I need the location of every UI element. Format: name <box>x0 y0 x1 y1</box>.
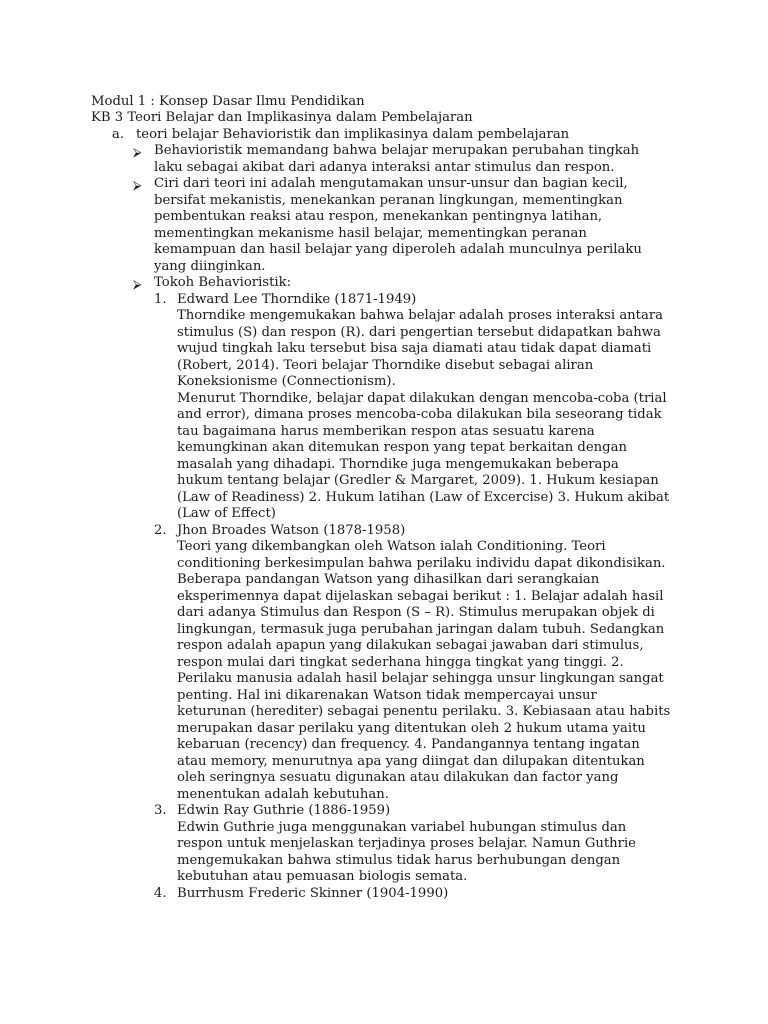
tokoh-line: hukum tentang belajar (Gredler & Margaret, 2009). 1. Hukum kesiapan <box>177 473 659 488</box>
bullet-line: laku sebagai akibat dari adanya interaksi antar stimulus dan respon. <box>154 160 615 175</box>
tokoh-line: stimulus (S) dan respon (R). dari pengertian tersebut didapatkan bahwa <box>177 325 661 340</box>
tokoh-line: keturunan (herediter) sebagai penentu perilaku. 3. Kebiasaan atau habits <box>177 704 671 719</box>
list-number: 2. <box>154 523 167 538</box>
tokoh-line: respon untuk menjelaskan terjadinya proses belajar. Namun Guthrie <box>177 836 636 851</box>
tokoh-name: Burrhusm Frederic Skinner (1904-1990) <box>177 886 449 901</box>
tokoh-line: dari adanya Stimulus dan Respon (S – R). Stimulus merupakan objek di <box>177 605 655 620</box>
tokoh-line: Teori yang dikembangkan oleh Watson ialah Conditioning. Teori <box>177 539 606 554</box>
tokoh-line: Beberapa pandangan Watson yang dihasilkan dari serangkaian <box>177 572 600 587</box>
tokoh-line: menentukan adalah kebutuhan. <box>177 787 389 802</box>
bullet-line: Ciri dari teori ini adalah mengutamakan unsur-unsur dan bagian kecil, <box>154 176 628 191</box>
list-number: 4. <box>154 886 167 901</box>
tokoh-line: Koneksionisme (Connectionism). <box>177 374 396 389</box>
bullet-line: mementingkan mekanisme hasil belajar, mementingkan peranan <box>154 226 587 241</box>
module-title: Modul 1 : Konsep Dasar Ilmu Pendidikan <box>91 94 365 109</box>
section-a-title: teori belajar Behavioristik dan implikasinya dalam pembelajaran <box>136 127 570 142</box>
tokoh-line: Edwin Guthrie juga menggunakan variabel hubungan stimulus dan <box>177 820 627 835</box>
tokoh-name: Edward Lee Thorndike (1871-1949) <box>177 292 417 307</box>
kb-title: KB 3 Teori Belajar dan Implikasinya dalam Pembelajaran <box>91 110 473 125</box>
tokoh-line: conditioning berkesimpulan bahwa perilaku individu dapat dikondisikan. <box>177 556 666 571</box>
bullet-line: pembentukan reaksi atau respon, menekankan pentingnya latihan, <box>154 209 603 224</box>
arrow-bullet-icon: ⮚ <box>133 178 142 192</box>
tokoh-line: lingkungan, termasuk juga perubahan jaringan dalam tubuh. Sedangkan <box>177 622 665 637</box>
tokoh-name: Edwin Ray Guthrie (1886-1959) <box>177 803 391 818</box>
section-a-marker: a. <box>112 127 125 142</box>
bullet-line: yang diinginkan. <box>154 259 266 274</box>
tokoh-line: (Law of Effect) <box>177 506 276 521</box>
tokoh-line: Perilaku manusia adalah hasil belajar sehingga unsur lingkungan sangat <box>177 671 664 686</box>
tokoh-line: respon mulai dari tingkat sederhana hingga tingkat yang tinggi. 2. <box>177 655 624 670</box>
tokoh-line: eksperimennya dapat dijelaskan sebagai berikut : 1. Belajar adalah hasil <box>177 589 664 604</box>
tokoh-line: merupakan dasar perilaku yang ditentukan oleh 2 hukum utama yaitu <box>177 721 646 736</box>
bullet-line: kemampuan dan hasil belajar yang diperoleh adalah munculnya perilaku <box>154 242 642 257</box>
tokoh-line: (Robert, 2014). Teori belajar Thorndike disebut sebagai aliran <box>177 358 594 373</box>
tokoh-line: wujud tingkah laku tersebut bisa saja diamati atau tidak dapat diamati <box>177 341 652 356</box>
tokoh-line: kemungkinan akan ditemukan respon yang tepat berkaitan dengan <box>177 440 627 455</box>
list-number: 3. <box>154 803 167 818</box>
list-number: 1. <box>154 292 167 307</box>
tokoh-line: kebaruan (recency) dan frequency. 4. Pandangannya tentang ingatan <box>177 737 640 752</box>
tokoh-name: Jhon Broades Watson (1878-1958) <box>177 523 406 538</box>
tokoh-line: atau memory, menurutnya apa yang diingat dan dilupakan ditentukan <box>177 754 645 769</box>
tokoh-line: respon adalah apapun yang dilakukan sebagai jawaban dari stimulus, <box>177 638 644 653</box>
tokoh-line: oleh seringnya sesuatu digunakan atau dilakukan dan factor yang <box>177 770 619 785</box>
tokoh-line: mengemukakan bahwa stimulus tidak harus berhubungan dengan <box>177 853 621 868</box>
tokoh-line: tau bagaimana harus memberikan respon atas sesuatu karena <box>177 424 595 439</box>
tokoh-line: Thorndike mengemukakan bahwa belajar adalah proses interaksi antara <box>177 308 664 323</box>
tokoh-line: and error), dimana proses mencoba-coba dilakukan bila seseorang tidak <box>177 407 662 422</box>
arrow-bullet-icon: ⮚ <box>133 145 142 159</box>
bullet-line: Behavioristik memandang bahwa belajar merupakan perubahan tingkah <box>154 143 640 158</box>
tokoh-line: Menurut Thorndike, belajar dapat dilakukan dengan mencoba-coba (trial <box>177 391 667 406</box>
tokoh-line: (Law of Readiness) 2. Hukum latihan (Law of Excercise) 3. Hukum akibat <box>177 490 670 505</box>
bullet-line: Tokoh Behavioristik: <box>154 275 292 290</box>
arrow-bullet-icon: ⮚ <box>133 277 142 291</box>
bullet-line: bersifat mekanistis, menekankan peranan lingkungan, mementingkan <box>154 193 623 208</box>
tokoh-line: kebutuhan atau pemuasan biologis semata. <box>177 869 468 884</box>
tokoh-line: penting. Hal ini dikarenakan Watson tidak mempercayai unsur <box>177 688 597 703</box>
tokoh-line: masalah yang dihadapi. Thorndike juga mengemukakan beberapa <box>177 457 619 472</box>
